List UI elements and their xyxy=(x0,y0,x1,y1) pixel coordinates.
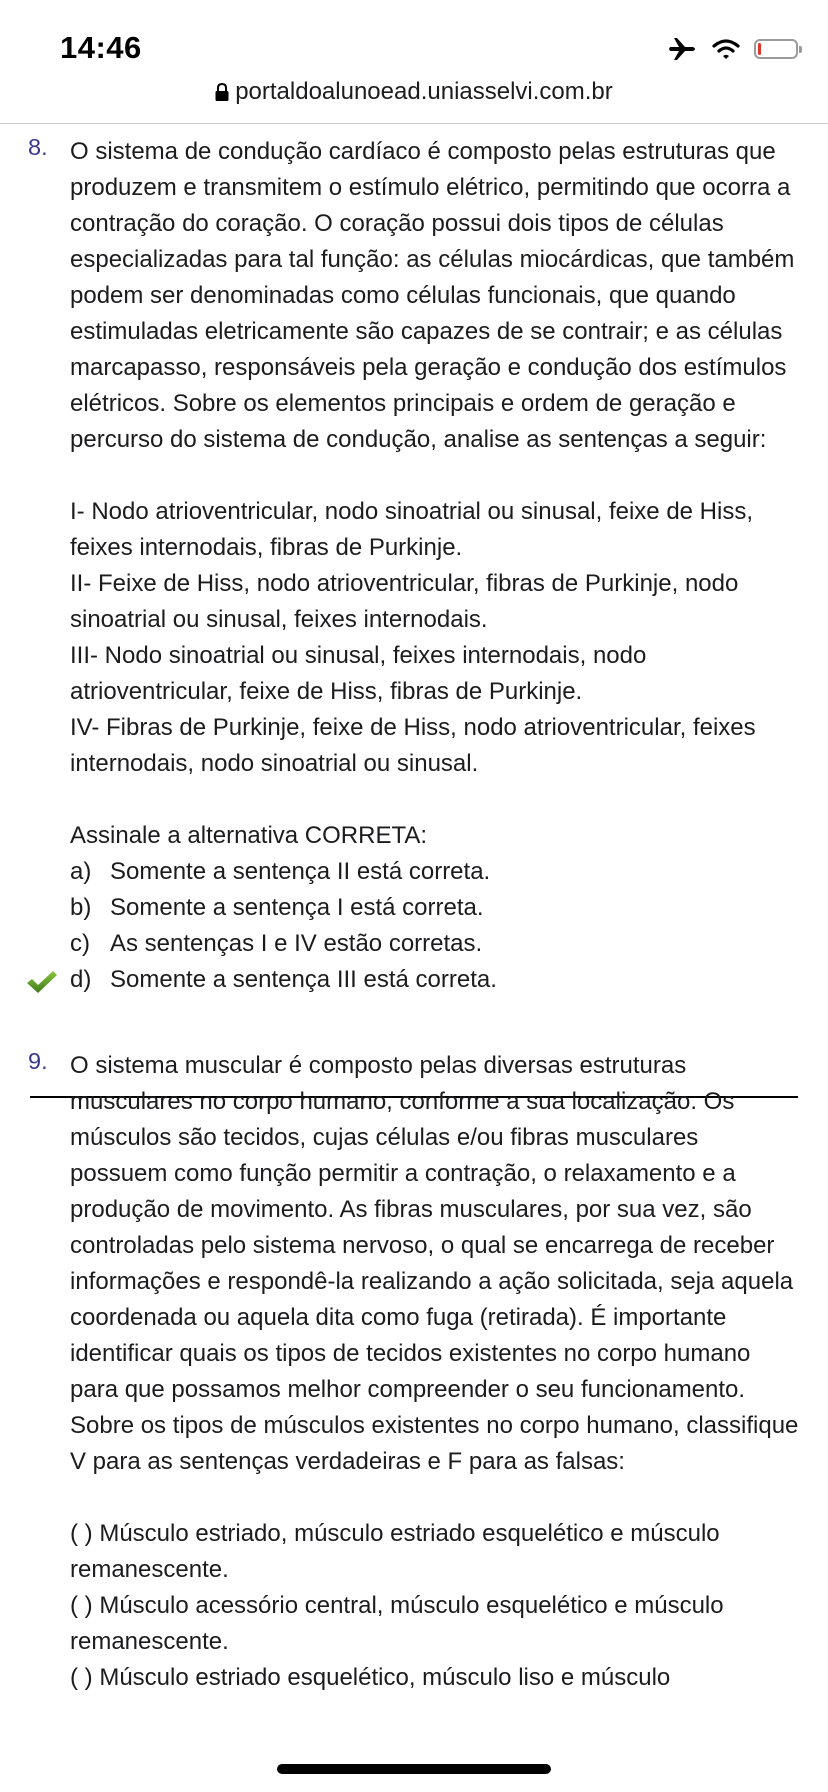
status-bar xyxy=(0,0,828,84)
option-text: Somente a sentença I está correta. xyxy=(110,894,484,921)
checkmark-icon xyxy=(26,970,58,994)
home-indicator[interactable] xyxy=(277,1764,551,1774)
question-text: O sistema de condução cardíaco é composto pelas estruturas que produzem e transmitem o estímulo elétrico, permitindo que ocorra a contração do coração. O coração possui dois tipos de células especializadas para tal função: as células miocárdicas, que também podem ser denominadas como células funcionais, que quando estimuladas eletricamente são capazes de se contrair; e as células marcapasso, responsáveis pela geração e condução dos estímulos elétricos. Sobre os elementos principais e ordem de geração e percurso do sistema de condução, analise as sentenças a seguir: xyxy=(70,138,795,453)
statement: ( ) Músculo acessório central, músculo esquelético e músculo remanescente. xyxy=(70,1592,724,1655)
option-d[interactable] xyxy=(70,962,828,998)
option-text: As sentenças I e IV estão corretas. xyxy=(110,930,483,957)
battery-icon xyxy=(754,39,798,59)
lock-icon xyxy=(215,83,229,101)
airplane-icon xyxy=(668,36,698,62)
instruction: Assinale a alternativa CORRETA: xyxy=(70,822,428,849)
statement: III- Nodo sinoatrial ou sinusal, feixes internodais, nodo atrioventricular, feixe de Hiss, fibras de Purkinje. xyxy=(70,642,647,705)
option-letter: a) xyxy=(70,858,92,885)
battery-level xyxy=(758,43,761,55)
status-icons xyxy=(668,34,798,64)
address-bar-divider xyxy=(0,123,828,124)
address-bar[interactable] xyxy=(0,78,828,106)
option-a[interactable] xyxy=(70,854,828,890)
quiz-content xyxy=(0,130,828,1696)
option-text: Somente a sentença III está correta. xyxy=(110,966,497,993)
question-number: 9. xyxy=(28,1048,48,1074)
option-b[interactable] xyxy=(70,890,828,926)
statement: I- Nodo atrioventricular, nodo sinoatrial ou sinusal, feixe de Hiss, feixes internodais, fibras de Purkinje. xyxy=(70,498,754,561)
question-9 xyxy=(0,1048,828,1696)
status-time: 14:46 xyxy=(60,30,142,65)
statement-list xyxy=(70,1516,805,1696)
wifi-icon xyxy=(712,38,740,60)
option-letter: d) xyxy=(70,966,92,993)
option-letter: b) xyxy=(70,894,92,921)
option-c[interactable] xyxy=(70,926,828,962)
question-text: O sistema muscular é composto pelas diversas estruturas musculares no corpo humano, conforme a sua localização. Os músculos são tecidos, cujas células e/ou fibras musculares possuem como função permitir a contração, o relaxamento e a produção de movimento. As fibras musculares, por sua vez, são controladas pelo sistema nervoso, o qual se encarrega de receber informações e respondê-la realizando a ação solicitada, seja aquela coordenada ou aquela dita como fuga (retirada). É importante identificar quais os tipos de tecidos existentes no corpo humano para que possamos melhor compreender o seu funcionamento. Sobre os tipos de músculos existentes no corpo humano, classifique V para as sentenças verdadeiras e F para as falsas: xyxy=(70,1052,799,1475)
statement: II- Feixe de Hiss, nodo atrioventricular, fibras de Purkinje, nodo sinoatrial ou sinusal, feixes internodais. xyxy=(70,570,739,633)
answer-options xyxy=(70,854,828,998)
option-letter: c) xyxy=(70,930,90,957)
url-text[interactable]: portaldoalunoead.uniasselvi.com.br xyxy=(235,78,613,105)
option-text: Somente a sentença II está correta. xyxy=(110,858,491,885)
question-8 xyxy=(0,134,828,998)
statement: IV- Fibras de Purkinje, feixe de Hiss, nodo atrioventricular, feixes internodais, nodo sinoatrial ou sinusal. xyxy=(70,714,756,777)
statement-list xyxy=(70,494,800,782)
statement: ( ) Músculo estriado esquelético, músculo liso e músculo xyxy=(70,1664,671,1691)
question-number: 8. xyxy=(28,134,48,160)
statement: ( ) Músculo estriado, músculo estriado esquelético e músculo remanescente. xyxy=(70,1520,720,1583)
